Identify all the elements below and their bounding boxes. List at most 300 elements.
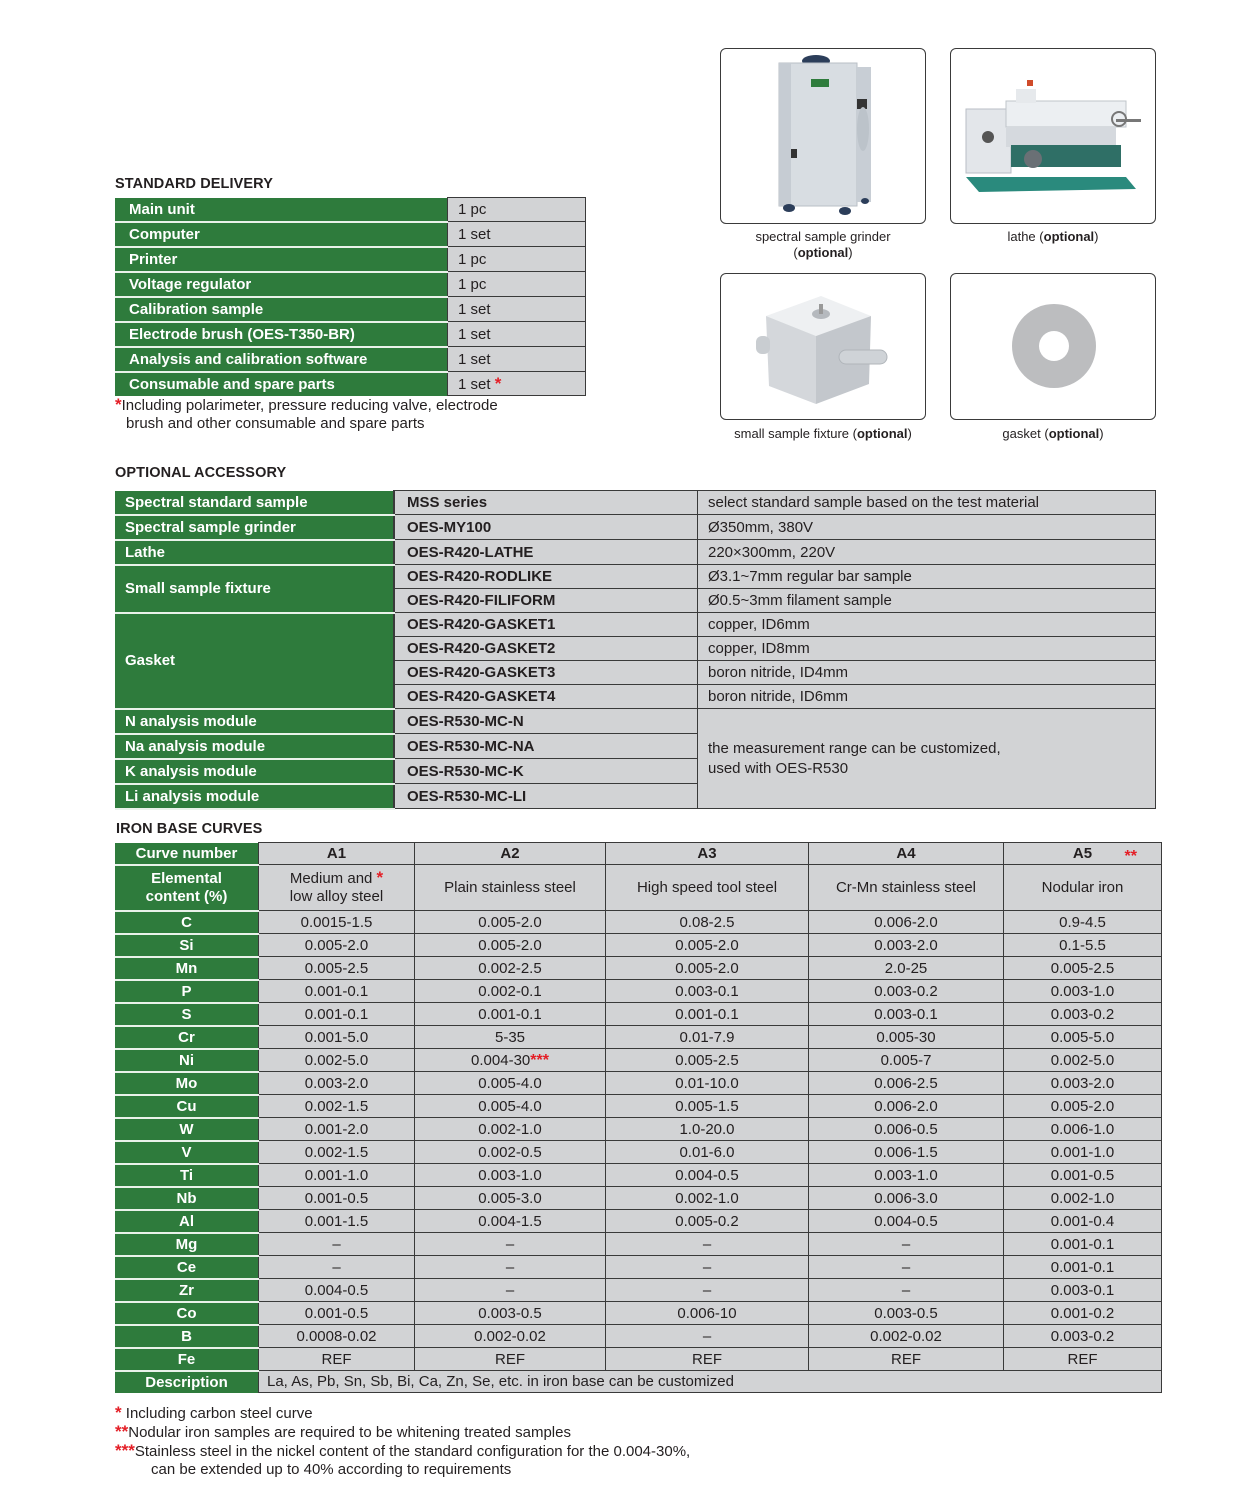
curve-name-line-1: Plain stainless steel [444,878,576,896]
gasket-caption: gasket (optional) [1002,426,1104,441]
element-range [606,1325,809,1348]
delivery-qty [448,372,586,396]
caption-text: gasket [1002,426,1041,441]
delivery-row [115,322,586,347]
accessory-code: OES-R420-LATHE [394,540,698,565]
iron-base-curves-table [115,842,1162,1393]
accessory-name: Lathe [115,540,394,565]
delivery-item: Printer [115,247,448,272]
range-value: 0.003-0.1 [1050,1281,1115,1299]
accessory-desc: 220×300mm, 220V [698,540,1156,565]
element-range [809,1348,1004,1371]
element-range [1004,1302,1162,1325]
range-value: 0.002-5.0 [1050,1051,1115,1069]
module-desc-line-2: used with OES-R530 [708,759,849,777]
element-symbol: V [115,1141,259,1164]
element-range [259,1049,415,1072]
standard-delivery-note [115,396,498,433]
accessory-desc: boron nitride, ID6mm [698,685,1156,709]
footnote-text: Stainless steel in the nickel content of the standard configuration for the 0.004-30%, [134,1443,691,1460]
range-value: – [901,1258,911,1276]
curve-id [415,843,606,865]
iron-base-curves-title: IRON BASE CURVES [116,821,263,837]
asterisk-mark: * [376,868,384,887]
delivery-qty-value: 1 pc [458,250,487,268]
element-range [259,1026,415,1049]
element-range [415,1348,606,1371]
range-value: 0.001-0.2 [1050,1304,1115,1322]
element-range [415,1095,606,1118]
curve-id [606,843,809,865]
range-value: 5-35 [494,1028,526,1046]
range-value: 0.001-0.5 [304,1304,369,1322]
footnote-mark: *** [115,1441,135,1460]
range-value: 0.001-2.0 [304,1120,369,1138]
curve-name [809,865,1004,911]
range-value: – [702,1327,712,1345]
range-value: REF [495,1350,525,1368]
range-value: 0.005-2.0 [478,936,542,954]
element-symbol: Cu [115,1095,259,1118]
element-symbol: P [115,980,259,1003]
range-value: 2.0-25 [884,959,928,977]
accessory-desc: Ø350mm, 380V [698,515,1156,540]
elemental-content-label [115,865,259,911]
curve-name [415,865,606,911]
curve-number-row [115,843,1162,865]
element-row [115,1141,1162,1164]
element-row [115,1095,1162,1118]
delivery-row [115,347,586,372]
fixture-caption: small sample fixture (optional) [734,426,912,441]
element-symbol: Zr [115,1279,259,1302]
element-row [115,1210,1162,1233]
element-symbol: Mn [115,957,259,980]
element-row [115,957,1162,980]
delivery-qty [448,222,586,247]
element-range [809,911,1004,934]
element-range [259,1233,415,1256]
range-value: 0.1-5.5 [1059,936,1106,954]
range-value: 0.003-2.0 [1050,1074,1115,1092]
label-line-1: Elemental [151,869,222,887]
element-row [115,1256,1162,1279]
label-line-2: content (%) [145,887,228,905]
element-range [415,980,606,1003]
module-code: OES-R530-MC-LI [394,784,698,809]
element-symbol: Si [115,934,259,957]
element-range [606,1210,809,1233]
element-range [809,1049,1004,1072]
element-range [1004,1325,1162,1348]
delivery-row [115,272,586,297]
element-range [809,1118,1004,1141]
element-symbol: B [115,1325,259,1348]
grinder-caption: spectral sample grinder (optional) [755,229,891,260]
accessory-name: Spectral sample grinder [115,515,394,540]
element-range [259,911,415,934]
element-symbol: W [115,1118,259,1141]
caption-bold: optional [856,426,908,441]
element-range [415,1141,606,1164]
range-value: 0.003-1.0 [1050,982,1115,1000]
footnote [115,1423,571,1442]
module-code: OES-R530-MC-NA [394,734,698,759]
range-value: 0.003-0.2 [1050,1005,1115,1023]
range-value: 0.001-0.5 [1050,1166,1115,1184]
range-value: 0.005-3.0 [478,1189,542,1207]
element-range [809,1302,1004,1325]
range-value: 0.005-4.0 [478,1074,542,1092]
standard-delivery-title: STANDARD DELIVERY [115,176,273,192]
range-value: 0.003-0.1 [874,1005,938,1023]
range-value: – [505,1258,515,1276]
module-row [115,709,1156,734]
range-value: 0.004-1.5 [478,1212,542,1230]
delivery-qty-value: 1 set [458,225,491,243]
element-range [259,1325,415,1348]
element-range [415,1072,606,1095]
element-symbol: Ce [115,1256,259,1279]
element-range [809,1233,1004,1256]
range-value: 0.002-0.02 [474,1327,546,1345]
range-value: 0.002-0.02 [870,1327,942,1345]
range-value: 0.0015-1.5 [300,913,373,931]
lathe-card [950,48,1156,224]
element-range [1004,1026,1162,1049]
element-range [415,911,606,934]
description-label: Description [115,1371,259,1393]
range-value: 0.001-0.1 [675,1005,739,1023]
element-range [606,1302,809,1325]
module-code: OES-R530-MC-K [394,759,698,784]
element-range [809,1256,1004,1279]
footnote-text: can be extended up to 40% according to requirements [151,1461,512,1478]
accessory-code: OES-R420-RODLIKE [394,565,698,589]
curve-number-label: Curve number [115,843,259,865]
element-symbol: Co [115,1302,259,1325]
range-value: 0.005-2.5 [1050,959,1115,977]
curve-name-line-2: low alloy steel [289,888,384,905]
accessory-row [115,565,1156,589]
double-asterisk-mark: ** [1124,848,1137,865]
delivery-row [115,372,586,396]
delivery-row [115,222,586,247]
triple-asterisk-mark: *** [530,1051,549,1069]
element-range [1004,1141,1162,1164]
range-value: 0.003-2.0 [304,1074,369,1092]
range-value: 0.01-10.0 [675,1074,739,1092]
element-range [1004,1348,1162,1371]
element-range [259,1118,415,1141]
module-name: Li analysis module [115,784,394,809]
element-row [115,1325,1162,1348]
module-name: N analysis module [115,709,394,734]
element-range [415,1118,606,1141]
delivery-item: Analysis and calibration software [115,347,448,372]
element-range [809,934,1004,957]
element-range [259,934,415,957]
element-symbol: Cr [115,1026,259,1049]
element-range [259,957,415,980]
curve-name-line-1: High speed tool steel [636,878,778,896]
element-row [115,1279,1162,1302]
element-range [1004,1187,1162,1210]
delivery-qty-value: 1 pc [458,201,487,218]
element-range [415,1003,606,1026]
curve-id-text: A1 [326,845,347,862]
range-value: REF [692,1350,722,1368]
element-range [259,1141,415,1164]
element-row [115,1026,1162,1049]
element-range [606,1233,809,1256]
element-range [1004,1164,1162,1187]
element-range [809,1210,1004,1233]
element-range [1004,1279,1162,1302]
element-symbol: Mo [115,1072,259,1095]
accessory-code: MSS series [394,491,698,515]
delivery-qty-value: 1 set [458,350,491,368]
accessory-code: OES-R420-GASKET3 [394,661,698,685]
element-row [115,1348,1162,1371]
range-value: 0.01-7.9 [679,1028,735,1046]
footnote [115,1461,511,1479]
curve-name [259,865,415,911]
curve-id-text: A3 [697,845,717,862]
accessory-row [115,491,1156,515]
element-symbol: C [115,911,259,934]
element-range [1004,1072,1162,1095]
element-range [809,1003,1004,1026]
element-range [606,1348,809,1371]
gasket-card [950,273,1156,420]
element-range [415,957,606,980]
element-range [809,1279,1004,1302]
range-value: 0.001-0.1 [1050,1235,1115,1253]
asterisk-mark: * [494,373,502,393]
element-row [115,980,1162,1003]
lathe-image-icon [951,49,1154,222]
accessory-desc: boron nitride, ID4mm [698,661,1156,685]
module-desc [698,709,1156,809]
note-line-1: Including polarimeter, pressure reducing valve, electrode [121,397,498,414]
range-value: 0.001-5.0 [304,1028,369,1046]
note-asterisk: * [115,395,122,414]
module-desc-line-1: the measurement range can be customized, [708,739,1001,757]
range-value: 0.005-1.5 [675,1097,739,1115]
curve-name-line-1: Cr-Mn stainless steel [835,878,977,896]
footnote-text: Including carbon steel curve [121,1405,313,1422]
accessory-name: Spectral standard sample [115,491,394,515]
element-range [259,1164,415,1187]
range-value: 0.005-5.0 [1050,1028,1115,1046]
delivery-qty-value: 1 set [458,325,491,343]
delivery-qty-value: 1 set [458,375,491,393]
accessory-row [115,613,1156,637]
element-range [809,1026,1004,1049]
accessory-name: Gasket [115,613,394,709]
element-range [606,980,809,1003]
range-value: – [702,1235,712,1253]
range-value: 0.004-0.5 [874,1212,938,1230]
range-value: – [332,1235,341,1253]
note-line-2: brush and other consumable and spare parts [126,415,425,432]
delivery-qty-value: 1 set [458,300,491,318]
footnote [115,1404,313,1423]
range-value: 0.006-2.0 [874,913,938,931]
element-range [415,934,606,957]
delivery-qty [448,247,586,272]
element-range [1004,934,1162,957]
element-range [259,1302,415,1325]
range-value: 0.01-6.0 [679,1143,735,1161]
element-range [809,957,1004,980]
delivery-row [115,247,586,272]
range-value: 0.001-1.5 [304,1212,369,1230]
element-range [809,1187,1004,1210]
lathe-caption: lathe (optional) [1007,229,1099,244]
element-range [1004,1095,1162,1118]
range-value: 0.002-1.0 [1050,1189,1115,1207]
accessory-desc: copper, ID8mm [698,637,1156,661]
curve-id-text: A2 [500,845,520,862]
element-range [606,1072,809,1095]
curve-id [259,843,415,865]
range-value: 0.002-0.5 [478,1143,542,1161]
description-text: La, As, Pb, Sn, Sb, Bi, Ca, Zn, Se, etc. in iron base can be customized [259,1371,1162,1393]
range-value: 0.006-2.5 [874,1074,938,1092]
delivery-qty [448,322,586,347]
curve-name [606,865,809,911]
element-range [606,957,809,980]
element-range [259,1187,415,1210]
range-value: 0.006-1.5 [874,1143,938,1161]
range-value: 0.005-2.5 [675,1051,739,1069]
element-range [1004,1118,1162,1141]
element-range [606,1118,809,1141]
element-range [415,1210,606,1233]
element-row [115,1049,1162,1072]
accessory-desc: select standard sample based on the test material [698,491,1156,515]
delivery-item: Main unit [115,198,448,222]
element-range [415,1325,606,1348]
element-range [259,1279,415,1302]
range-value: 0.08-2.5 [679,913,735,931]
element-range [259,1256,415,1279]
caption-bold: optional [1043,229,1095,244]
element-range [809,1095,1004,1118]
element-range [606,1141,809,1164]
element-symbol: Fe [115,1348,259,1371]
range-value: 0.003-0.1 [675,982,739,1000]
element-range [1004,980,1162,1003]
standard-delivery-table [115,197,586,396]
element-row [115,1233,1162,1256]
range-value: 0.002-1.0 [478,1120,542,1138]
accessory-code: OES-R420-GASKET2 [394,637,698,661]
accessory-name: Small sample fixture [115,565,394,613]
element-range [1004,957,1162,980]
range-value: 0.002-1.0 [675,1189,739,1207]
module-name: Na analysis module [115,734,394,759]
range-value: – [505,1235,515,1253]
element-row [115,1187,1162,1210]
range-value: 0.002-1.5 [304,1097,369,1115]
caption-bold: optional [1048,426,1100,441]
element-row [115,911,1162,934]
range-value: – [901,1281,911,1299]
range-value: 0.005-4.0 [478,1097,542,1115]
range-value: 0.005-2.5 [304,959,369,977]
range-value: 0.002-2.5 [478,959,542,977]
element-range [606,1026,809,1049]
element-range [606,1187,809,1210]
curve-name-line-1: Nodular iron [1041,878,1124,896]
range-value: 0.005-2.0 [304,936,369,954]
accessory-code: OES-R420-FILIFORM [394,589,698,613]
element-range [606,1279,809,1302]
element-range [809,1325,1004,1348]
element-range [1004,1256,1162,1279]
accessory-code: OES-R420-GASKET4 [394,685,698,709]
fixture-card [720,273,926,420]
element-range [415,1256,606,1279]
curve-name [1004,865,1162,911]
element-row [115,934,1162,957]
range-value: 0.002-0.1 [478,982,542,1000]
range-value: 0.001-0.1 [304,1005,369,1023]
range-value: – [901,1235,911,1253]
element-row [115,1302,1162,1325]
element-row [115,1003,1162,1026]
element-range [606,934,809,957]
element-range [1004,1003,1162,1026]
element-range [809,1164,1004,1187]
optional-accessory-table [115,490,1156,810]
footnote [115,1442,690,1461]
element-range [259,1003,415,1026]
range-value: 0.003-0.2 [874,982,938,1000]
delivery-row [115,198,586,222]
element-symbol: Nb [115,1187,259,1210]
accessory-row [115,540,1156,565]
range-value: – [702,1281,712,1299]
range-value: 0.001-1.0 [1050,1143,1115,1161]
element-range [606,1164,809,1187]
accessory-code: OES-R420-GASKET1 [394,613,698,637]
delivery-item: Voltage regulator [115,272,448,297]
element-range [415,1049,606,1072]
element-range [606,1256,809,1279]
range-value: 0.005-2.0 [478,913,542,931]
range-value: 0.005-2.0 [675,936,739,954]
range-value: 0.001-0.1 [478,1005,542,1023]
range-value: REF [1067,1350,1098,1368]
footnote-mark: ** [115,1422,129,1441]
range-value: 0.005-2.0 [675,959,739,977]
element-range [259,980,415,1003]
curve-id-text: A5 [1072,845,1093,862]
element-symbol: Al [115,1210,259,1233]
accessory-code: OES-MY100 [394,515,698,540]
element-range [259,1210,415,1233]
footnote-text: Nodular iron samples are required to be whitening treated samples [128,1424,571,1441]
delivery-item: Calibration sample [115,297,448,322]
module-name: K analysis module [115,759,394,784]
element-range [415,1164,606,1187]
element-range [1004,1049,1162,1072]
range-value: 0.004-30 [471,1051,531,1069]
